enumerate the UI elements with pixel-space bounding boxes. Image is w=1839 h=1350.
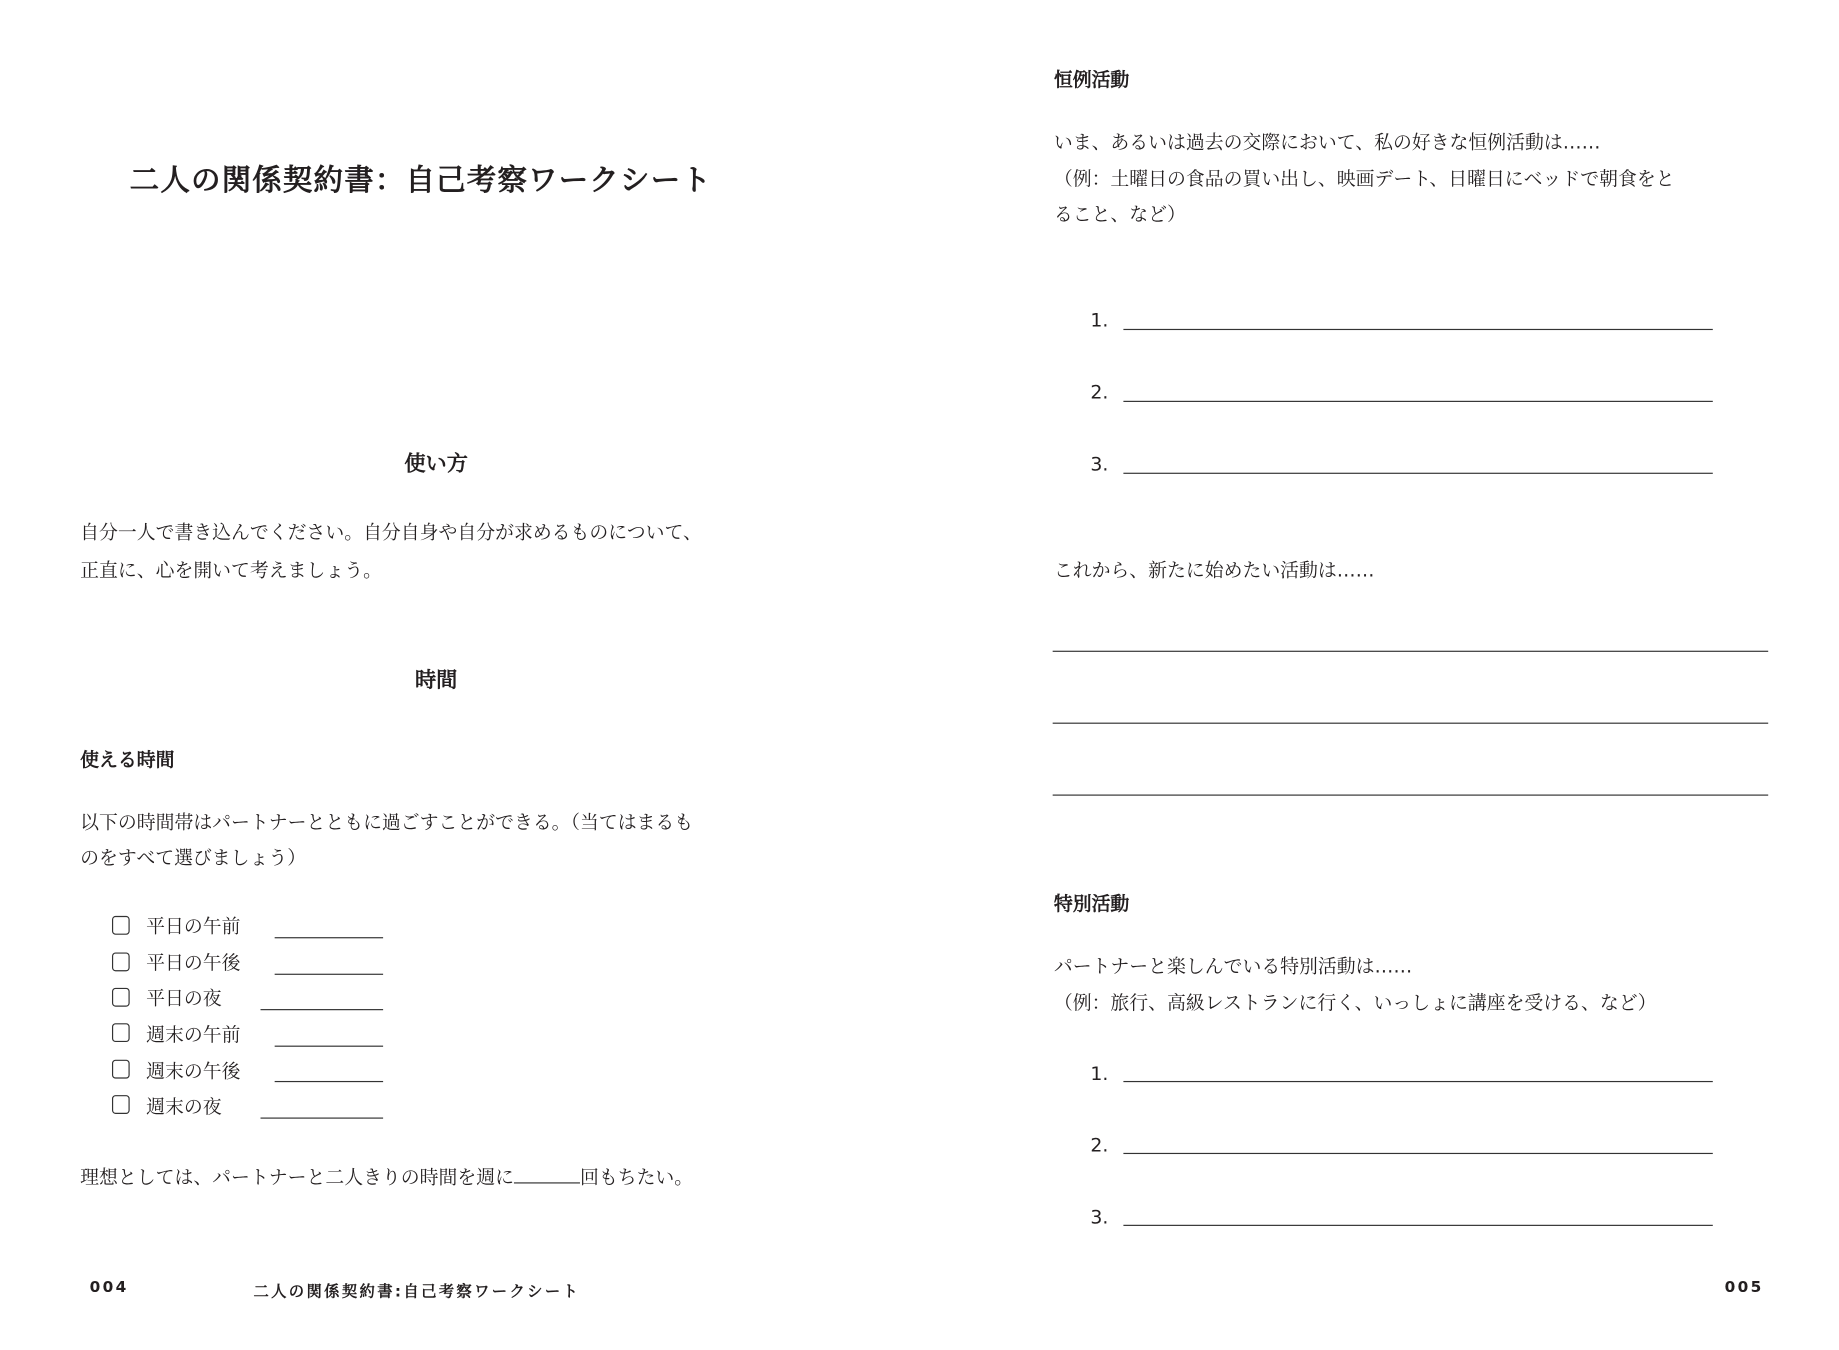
- routine-text-line: いま、あるいは過去の交際において、私の好きな恒例活動は……: [1053, 130, 1601, 154]
- answer-line[interactable]: [275, 974, 383, 975]
- item-number: 2.: [1090, 380, 1109, 404]
- new-activity-line-3[interactable]: [1053, 795, 1769, 796]
- special-text-line: パートナーと楽しんでいる特別活動は……: [1053, 954, 1413, 978]
- routine-answer-line-3[interactable]: [1123, 473, 1712, 474]
- howto-text-line: 正直に、心を開いて考えましょう。: [80, 558, 382, 582]
- ideal-text-before: 理想としては、パートナーと二人きりの時間を週に: [80, 1165, 514, 1189]
- checkbox-weekday-afternoon[interactable]: [112, 952, 130, 971]
- routine-text-line: ること、など）: [1053, 202, 1186, 226]
- checkbox-weekday-morning[interactable]: [112, 916, 130, 935]
- checkbox-weekend-morning[interactable]: [112, 1023, 130, 1042]
- available-text-line: のをすべて選びましょう）: [80, 846, 307, 869]
- item-number: 3.: [1090, 452, 1109, 476]
- available-time-heading: 使える時間: [80, 748, 175, 771]
- item-number: 2.: [1090, 1134, 1109, 1157]
- ideal-text-after: 回もちたい。: [579, 1165, 694, 1189]
- page-number-right: 005: [1724, 1278, 1764, 1297]
- routine-heading: 恒例活動: [1053, 68, 1130, 91]
- answer-line[interactable]: [275, 937, 383, 938]
- special-text-line: （例：旅行、高級レストランに行く、いっしょに講座を受ける、など）: [1053, 991, 1657, 1014]
- item-number: 3.: [1090, 1205, 1109, 1229]
- checkbox-weekend-afternoon[interactable]: [112, 1060, 130, 1079]
- checkbox-label: 週末の午前: [146, 1023, 241, 1046]
- routine-answer-line-2[interactable]: [1123, 401, 1712, 402]
- special-answer-line-1[interactable]: [1123, 1081, 1712, 1082]
- checkbox-label: 週末の午後: [146, 1059, 241, 1083]
- checkbox-label: 平日の午後: [146, 951, 241, 974]
- answer-line[interactable]: [275, 1081, 383, 1082]
- checkbox-label: 週末の夜: [146, 1095, 222, 1118]
- new-activity-line-1[interactable]: [1053, 651, 1769, 652]
- item-number: 1.: [1090, 1062, 1109, 1085]
- special-answer-line-2[interactable]: [1123, 1153, 1712, 1154]
- item-number: 1.: [1090, 308, 1109, 332]
- checkbox-weekend-night[interactable]: [112, 1095, 130, 1114]
- checkbox-weekday-night[interactable]: [112, 988, 130, 1007]
- answer-line[interactable]: [261, 1118, 384, 1119]
- available-text-line: 以下の時間帯はパートナーとともに過ごすことができる。（当てはまるも: [80, 811, 694, 834]
- time-heading: 時間: [414, 668, 458, 694]
- special-answer-line-3[interactable]: [1123, 1225, 1712, 1226]
- howto-text-line: 自分一人で書き込んでください。自分自身や自分が求めるものについて、: [80, 521, 702, 544]
- routine-text-line: （例：土曜日の食品の買い出し、映画デート、日曜日にベッドで朝食をと: [1053, 167, 1675, 190]
- worksheet-title: 二人の関係契約書：自己考察ワークシート: [129, 162, 713, 197]
- answer-line[interactable]: [261, 1009, 384, 1010]
- routine-answer-line-1[interactable]: [1123, 329, 1712, 330]
- howto-heading: 使い方: [404, 451, 468, 477]
- ideal-time-sentence: [80, 1166, 693, 1190]
- new-activity-prompt: これから、新たに始めたい活動は……: [1053, 558, 1375, 582]
- new-activity-line-2[interactable]: [1053, 723, 1769, 724]
- special-heading: 特別活動: [1053, 892, 1130, 915]
- running-title: 二人の関係契約書:自己考察ワークシート: [253, 1283, 581, 1302]
- page-number-left: 004: [89, 1278, 129, 1297]
- checkbox-label: 平日の午前: [146, 914, 241, 938]
- checkbox-label: 平日の夜: [146, 986, 222, 1010]
- ideal-count-blank[interactable]: [514, 1166, 580, 1184]
- answer-line[interactable]: [275, 1046, 383, 1047]
